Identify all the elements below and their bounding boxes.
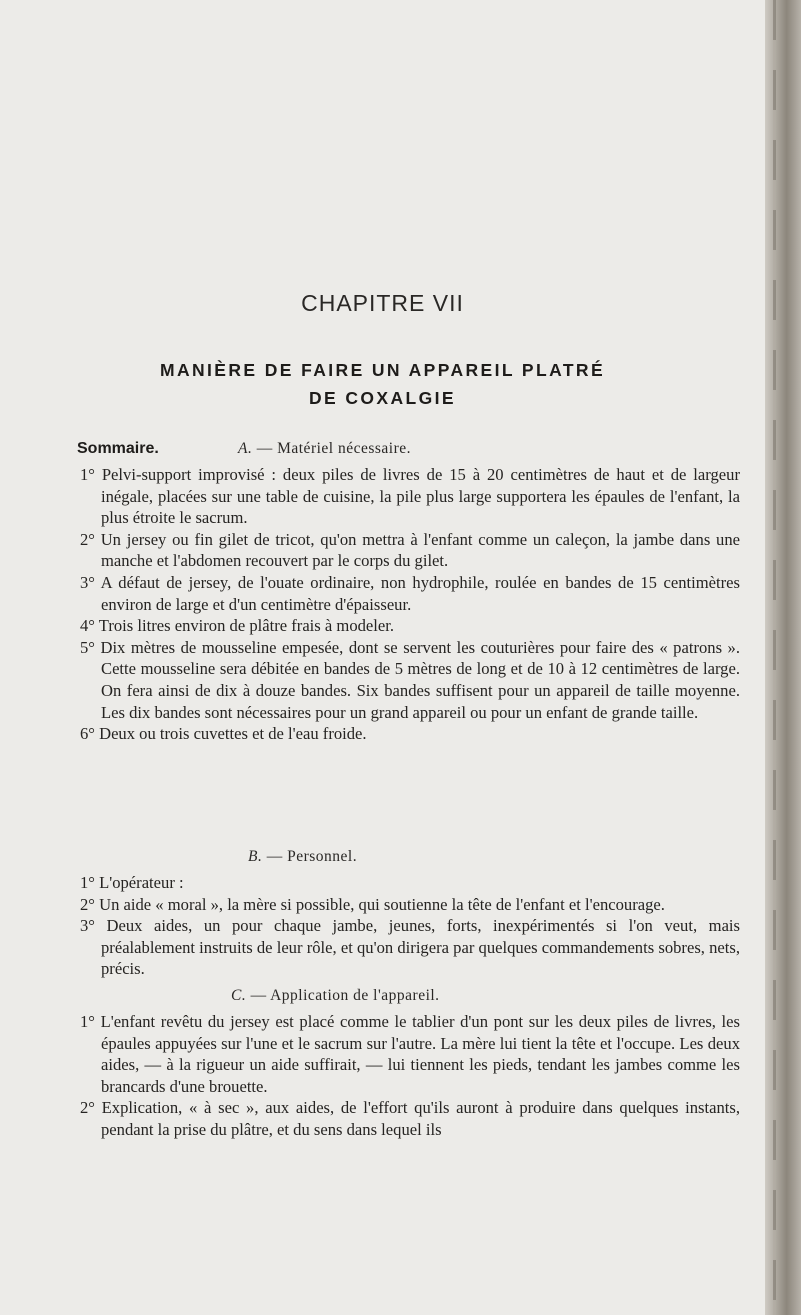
section-b-letter: B. [248, 848, 263, 865]
list-item: 1° L'enfant revêtu du jersey est placé comme le tablier d'un pont sur les deux piles de livres, les épaules appuyées sur l'une et le sacrum sur l'autre. La mère lui tient la tête et l'occupe. Les deux aides, — à la rigueur un aide suffirait, — lui tiennent les pieds, tendant les jambes comme les brancards d'une brouette. [80, 1012, 740, 1096]
section-c-heading [231, 987, 440, 1005]
section-c-title: — Application de l'appareil. [250, 987, 440, 1004]
section-a-list [80, 464, 740, 745]
sommaire-label: Sommaire. [77, 440, 159, 457]
section-a-title: — Matériel nécessaire. [256, 440, 412, 457]
section-a-letter: A. [238, 440, 253, 457]
section-c-letter: C. [231, 987, 247, 1004]
chapter-heading: CHAPITRE VII [301, 290, 464, 316]
list-item: 1° L'opérateur : [80, 873, 184, 892]
chapter-title-line-2: DE COXALGIE [309, 388, 456, 408]
list-item: 1° Pelvi-support improvisé : deux piles de livres de 15 à 20 centimètres de haut et de largeur inégale, placées sur une table de cuisine, la pile plus large supportera les épaules de l'enfant, la plus étroite le sacrum. [80, 465, 740, 528]
list-item: 6° Deux ou trois cuvettes et de l'eau froide. [80, 724, 367, 744]
list-item: 2° Un aide « moral », la mère si possible, qui soutienne la tête de l'enfant et l'encourage. [80, 894, 665, 914]
list-item: 2° Un jersey ou fin gilet de tricot, qu'on mettra à l'enfant comme un caleçon, la jambe dans une manche et l'abdomen recouvert par le corps du gilet. [80, 529, 740, 571]
section-b-list [80, 872, 740, 980]
section-b-heading [248, 848, 357, 866]
book-edge [765, 0, 801, 1315]
list-item: 5° Dix mètres de mousseline empesée, dont se servent les couturières pour faire des « patrons ». Cette mousseline sera débitée en bandes de 5 mètres de long et de 10 à 12 centimètres de large. On fera ainsi de dix à douze bandes. Six bandes suffisent pour un appareil de taille moyenne. Les dix bandes sont nécessaires pour un grand appareil ou pour un enfant de grande taille. [80, 637, 740, 722]
list-item: 3° A défaut de jersey, de l'ouate ordinaire, non hydrophile, roulée en bandes de 15 centimètres environ de large et d'un centimètre d'épaisseur. [80, 572, 740, 614]
section-c-list [80, 1011, 740, 1141]
list-item: 3° Deux aides, un pour chaque jambe, jeunes, forts, inexpérimentés si l'on veut, mais préalablement instruits de leur rôle, et qu'on dirigera par quelques commandements sobres, nets, précis. [80, 916, 740, 979]
chapter-title-line-1: MANIÈRE DE FAIRE UN APPAREIL PLATRÉ [159, 360, 606, 380]
list-item: 4° Trois litres environ de plâtre frais à modeler. [80, 616, 395, 636]
section-b-title: — Personnel. [266, 848, 358, 865]
list-item: 2° Explication, « à sec », aux aides, de l'effort qu'ils auront à produire dans quelques instants, pendant la prise du plâtre, et du sens dans lequel ils [80, 1098, 740, 1139]
section-a-heading [238, 440, 411, 458]
